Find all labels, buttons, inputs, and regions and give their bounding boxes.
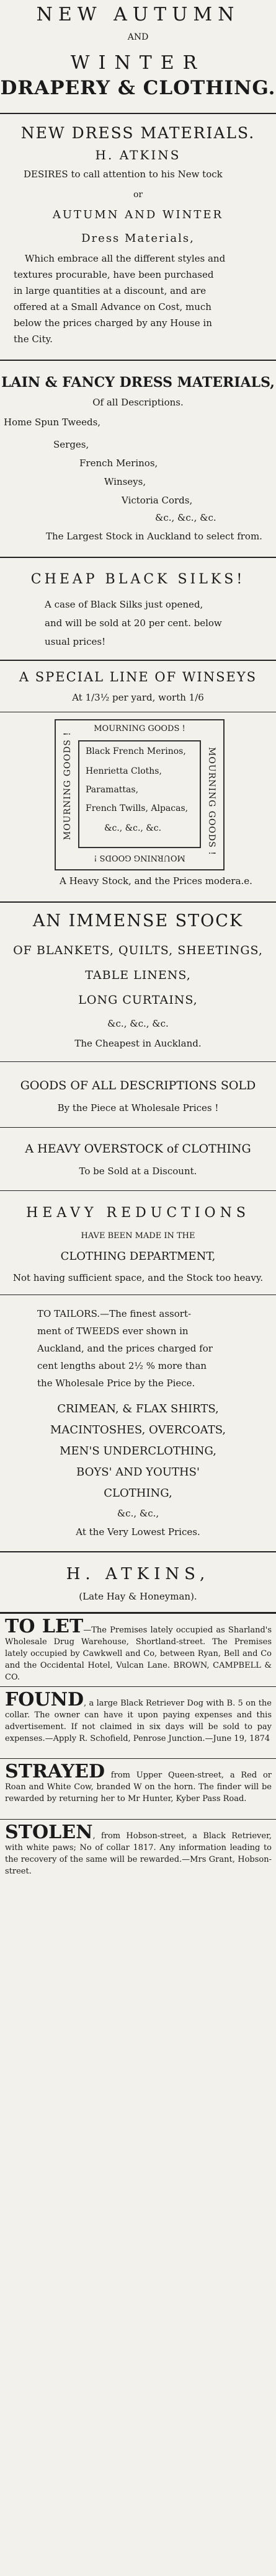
divider <box>0 1686 276 1687</box>
mourning-item: Paramattas, <box>86 785 139 795</box>
dress-materials-line: Which embrace all the different styles and <box>25 253 226 264</box>
small-ad-title: FOUND <box>5 1689 84 1711</box>
divider <box>0 557 276 558</box>
mourning-bottom: MOURNING GOODS ! <box>94 853 185 862</box>
crimean-line: &c., &c., <box>117 1508 159 1519</box>
mourning-top: MOURNING GOODS ! <box>94 724 185 733</box>
divider <box>0 1551 276 1552</box>
dress-materials-line: textures procurable, have been purchased <box>14 269 214 280</box>
divider <box>0 1061 276 1062</box>
winseys-sub: At 1/3½ per yard, worth 1/6 <box>72 692 204 703</box>
divider <box>0 1612 276 1614</box>
small-ad-text: , from Hobson-street, a Black Retriever, with white paws; No of collar 1817. Any information leading to the recovery of the same will be rewarded.—Mrs Grant, Hobson-street. <box>5 1831 272 1876</box>
small-ad <box>5 1761 272 1805</box>
mourning-inner-box <box>78 740 201 848</box>
small-ad-text: , a large Black Retriever Dog with B. 5 on the collar. The owner can have it upon paying expenses and this advertisement. If not claimed in six days will be sold to pay expenses.—Apply R. Schofield, Penrose Junction.—June 19, 1874 <box>5 1699 272 1743</box>
reductions-sub: HAVE BEEN MADE IN THE <box>81 1231 195 1241</box>
fancy-dress-item: Winseys, <box>104 476 146 487</box>
black-silks-line: and will be sold at 20 per cent. below <box>45 617 222 629</box>
divider <box>0 360 276 361</box>
winseys-heading: A SPECIAL LINE OF WINSEYS <box>19 670 257 684</box>
signature-sub: (Late Hay & Honeyman). <box>79 1591 197 1602</box>
header-line-1: NEW AUTUMN <box>36 4 240 25</box>
goods-wholesale-sub: By the Piece at Wholesale Prices ! <box>57 1102 219 1113</box>
mourning-right: MOURNING GOODS ! <box>207 747 216 856</box>
mourning-left: MOURNING GOODS ! <box>63 732 73 840</box>
divider <box>0 1819 276 1820</box>
overstock-sub: To be Sold at a Discount. <box>79 1166 197 1177</box>
immense-line: OF BLANKETS, QUILTS, SHEETINGS, <box>13 944 263 957</box>
crimean-line: MACINTOSHES, OVERCOATS, <box>50 1423 226 1436</box>
small-ad-title: TO LET <box>5 1616 84 1637</box>
fancy-dress-item: French Merinos, <box>79 458 158 469</box>
fancy-dress-item: Serges, <box>53 439 89 450</box>
immense-line: The Cheapest in Auckland. <box>74 1038 202 1049</box>
immense-line: TABLE LINENS, <box>85 968 191 982</box>
header-line-4: DRAPERY & CLOTHING. <box>0 77 276 99</box>
mourning-item: Henrietta Cloths, <box>86 766 162 776</box>
dress-materials-line: offered at a Small Advance on Cost, much <box>14 301 211 312</box>
tailors-line: cent lengths about 2½ % more than <box>37 1360 207 1371</box>
crimean-line: At the Very Lowest Prices. <box>76 1526 200 1538</box>
signature-name: H. ATKINS, <box>66 1565 210 1583</box>
immense-line: LONG CURTAINS, <box>78 993 198 1007</box>
fancy-dress-item: Home Spun Tweeds, <box>4 417 101 428</box>
small-ad-title: STOLEN <box>5 1821 93 1843</box>
dress-materials-line: Dress Materials, <box>81 232 195 245</box>
dress-materials-line: or <box>133 190 143 200</box>
tailors-line: TO TAILORS.—The finest assort- <box>37 1308 192 1319</box>
crimean-line: BOYS' AND YOUTHS' <box>76 1466 200 1479</box>
divider <box>0 1190 276 1191</box>
divider <box>0 1758 276 1759</box>
small-ad-title: STRAYED <box>5 1761 105 1782</box>
divider <box>0 660 276 661</box>
small-ad <box>5 1689 272 1745</box>
mourning-box <box>55 719 225 870</box>
tailors-line: the Wholesale Price by the Piece. <box>37 1378 195 1389</box>
header-line-3: WINTER <box>70 52 206 74</box>
dress-materials-line: the City. <box>14 334 53 345</box>
divider <box>0 901 276 903</box>
reductions-sub: Not having sufficient space, and the Stock too heavy. <box>12 1272 264 1283</box>
divider <box>0 1127 276 1128</box>
small-ad-text: —The Premises lately occupied as Sharland's Wholesale Drug Warehouse, Shortland-street. The Premises lately occupied by Cawkwell and Co, between Ryan, Bell and Co and the Occidental Hotel, Vulcan Lane. BROWN, CAMPBELL & CO. <box>5 1626 272 1682</box>
small-ad-text: from Upper Queen-street, a Red or Roan and White Cow, branded W on the horn. The finder will be rewarded by returning her to Mr Hunter, Kyber Pass Road. <box>5 1771 272 1804</box>
reductions-sub: CLOTHING DEPARTMENT, <box>60 1250 216 1263</box>
mourning-item: French Twills, Alpacas, <box>86 803 189 813</box>
goods-wholesale-heading: GOODS OF ALL DESCRIPTIONS SOLD <box>20 1079 256 1092</box>
mourning-item: &c., &c., &c. <box>104 823 162 833</box>
fancy-dress-heading: LAIN & FANCY DRESS MATERIALS, <box>1 374 275 391</box>
black-silks-heading: CHEAP BLACK SILKS! <box>30 572 246 587</box>
dress-materials-line: AUTUMN AND WINTER <box>52 208 224 221</box>
immense-heading: AN IMMENSE STOCK <box>32 911 244 931</box>
tailors-line: ment of TWEEDS ever shown in <box>37 1326 189 1337</box>
black-silks-line: usual prices! <box>45 636 106 647</box>
mourning-item: Black French Merinos, <box>86 746 186 756</box>
divider <box>0 113 276 114</box>
dress-materials-line: below the prices charged by any House in <box>14 317 212 329</box>
small-ad <box>5 1616 272 1683</box>
tailors-line: Auckland, and the prices charged for <box>37 1343 213 1354</box>
reductions-heading: HEAVY REDUCTIONS <box>26 1205 250 1221</box>
crimean-line: CRIMEAN, & FLAX SHIRTS, <box>57 1402 219 1415</box>
dress-materials-line: in large quantities at a discount, and are <box>14 285 207 296</box>
crimean-line: MEN'S UNDERCLOTHING, <box>60 1445 216 1458</box>
fancy-dress-item: &c., &c., &c. <box>155 512 216 523</box>
fancy-dress-item: Victoria Cords, <box>122 495 193 506</box>
black-silks-line: A case of Black Silks just opened, <box>45 599 203 610</box>
dress-materials-proprietor: H. ATKINS <box>95 148 181 162</box>
overstock-heading: A HEAVY OVERSTOCK of CLOTHING <box>25 1142 251 1156</box>
crimean-line: CLOTHING, <box>104 1487 172 1500</box>
header-line-2: AND <box>127 32 149 42</box>
dress-materials-heading: NEW DRESS MATERIALS. <box>20 124 256 142</box>
fancy-dress-sub: Of all Descriptions. <box>92 397 184 408</box>
immense-line: &c., &c., &c. <box>107 1018 169 1029</box>
fancy-dress-footer: The Largest Stock in Auckland to select from. <box>46 531 262 542</box>
mourning-footer: A Heavy Stock, and the Prices modera.e. <box>60 875 252 887</box>
dress-materials-line: DESIRES to call attention to his New tock <box>24 169 223 180</box>
small-ad <box>5 1821 272 1877</box>
